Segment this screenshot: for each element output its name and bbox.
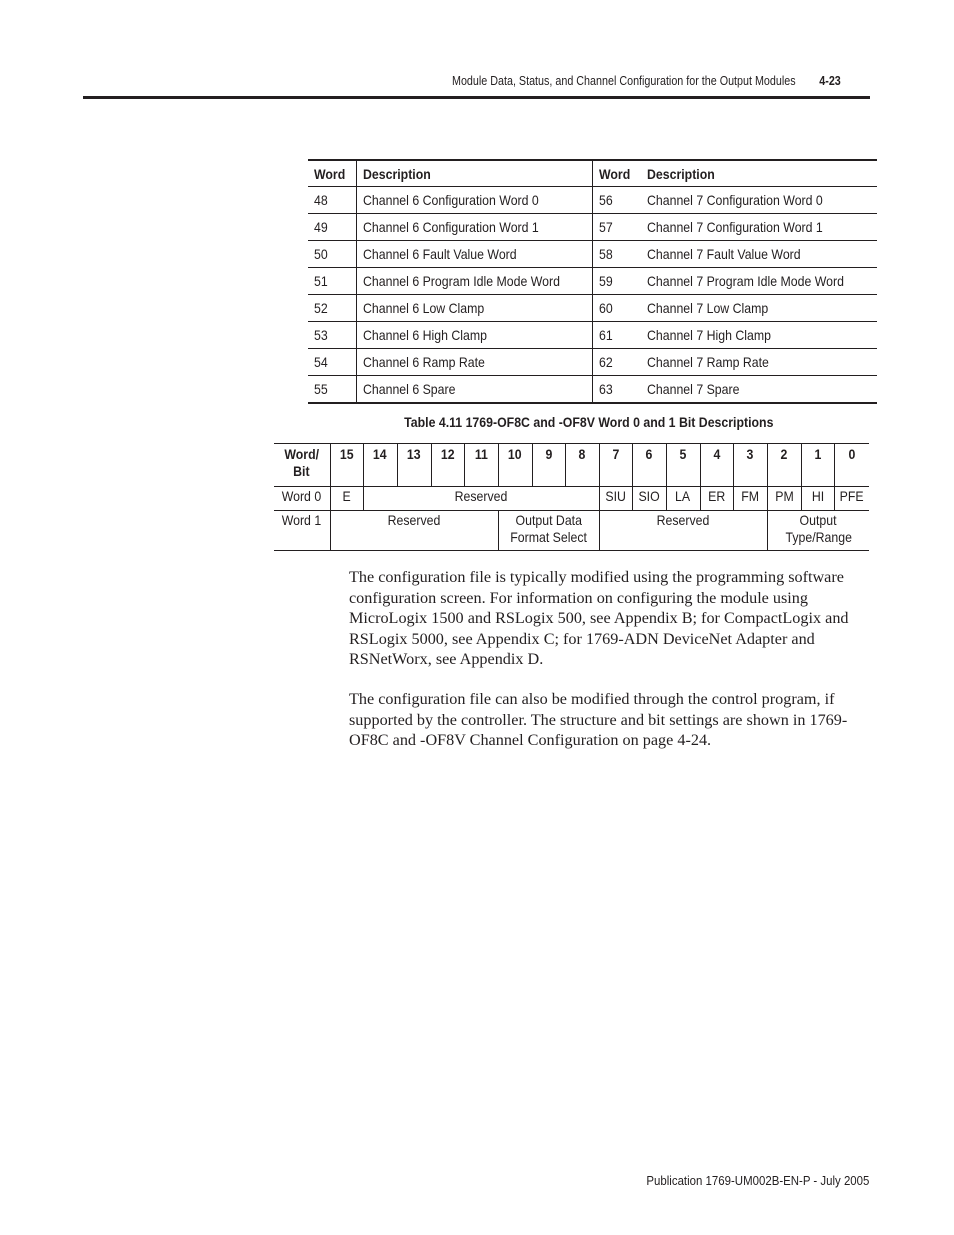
word-description: Channel 7 Configuration Word 1 (641, 214, 877, 241)
bit-header-5: 5 (666, 444, 700, 487)
word-number: 49 (308, 214, 356, 241)
table-row (308, 349, 877, 376)
word-description: Channel 7 Configuration Word 0 (641, 187, 877, 214)
word1-label: Word 1 (274, 511, 330, 551)
reserved-field: Reserved (599, 511, 767, 551)
la-bit: LA (666, 487, 700, 511)
bit-header-9: 9 (532, 444, 565, 487)
hi-bit: HI (801, 487, 834, 511)
table-row (308, 214, 877, 241)
word-number: 61 (593, 322, 641, 349)
section-title: Module Data, Status, and Channel Configuration for the Output Modules (452, 74, 796, 88)
bit-header-1: 1 (801, 444, 834, 487)
table-row (308, 241, 877, 268)
word-number: 48 (308, 187, 356, 214)
table-row (308, 322, 877, 349)
bit-description-table (274, 443, 869, 551)
word-description: Channel 7 Low Clamp (641, 295, 877, 322)
fm-bit: FM (733, 487, 767, 511)
word-number: 53 (308, 322, 356, 349)
bit-header-7: 7 (599, 444, 632, 487)
bit-header-row (274, 444, 869, 487)
column-header-description: Description (641, 160, 877, 187)
bit-header-2: 2 (767, 444, 801, 487)
header-rule (83, 96, 870, 99)
reserved-field: Reserved (363, 487, 599, 511)
column-header-description: Description (356, 160, 593, 187)
word0-row (274, 487, 869, 511)
word-number: 50 (308, 241, 356, 268)
word-description: Channel 6 Ramp Rate (356, 349, 593, 376)
word-number: 54 (308, 349, 356, 376)
pm-bit: PM (767, 487, 801, 511)
word-description: Channel 6 High Clamp (356, 322, 593, 349)
word-description: Channel 7 High Clamp (641, 322, 877, 349)
bit-header-8: 8 (565, 444, 599, 487)
table-row (308, 376, 877, 404)
word-description: Channel 6 Configuration Word 1 (356, 214, 593, 241)
table-header-row (308, 160, 877, 187)
running-header (452, 74, 841, 88)
bit-header-11: 11 (464, 444, 498, 487)
output-type-range: Output Type/Range (767, 511, 869, 551)
word-number: 55 (308, 376, 356, 404)
word0-label: Word 0 (274, 487, 330, 511)
enable-bit: E (330, 487, 363, 511)
word-description: Channel 7 Spare (641, 376, 877, 404)
bit-header-3: 3 (733, 444, 767, 487)
bit-header-10: 10 (498, 444, 532, 487)
word-number: 62 (593, 349, 641, 376)
body-paragraph: The configuration file can also be modified through the control program, if supported by the controller. The structure and bit settings are shown in 1769-OF8C and -OF8V Channel Configuration on page 4-24. (349, 690, 848, 749)
word-description: Channel 6 Fault Value Word (356, 241, 593, 268)
reserved-field: Reserved (330, 511, 498, 551)
word-description: Channel 6 Program Idle Mode Word (356, 268, 593, 295)
bit-header-14: 14 (363, 444, 397, 487)
word-description-table (308, 159, 877, 404)
word-number: 63 (593, 376, 641, 404)
bit-header-0: 0 (834, 444, 869, 487)
word-description: Channel 6 Spare (356, 376, 593, 404)
sio-bit: SIO (632, 487, 666, 511)
word-number: 60 (593, 295, 641, 322)
er-bit: ER (700, 487, 733, 511)
bit-header-12: 12 (431, 444, 464, 487)
word-number: 59 (593, 268, 641, 295)
publication-footer: Publication 1769-UM002B-EN-P - July 2005 (646, 1173, 869, 1188)
output-data-format-select: Output Data Format Select (498, 511, 599, 551)
bit-header-6: 6 (632, 444, 666, 487)
table-row (308, 187, 877, 214)
word-bit-header: Word/ Bit (274, 444, 330, 487)
table-caption: Table 4.11 1769-OF8C and -OF8V Word 0 and 1 Bit Descriptions (403, 414, 774, 430)
page-number: 4-23 (819, 74, 841, 88)
column-header-word: Word (593, 160, 641, 187)
word-number: 51 (308, 268, 356, 295)
column-header-word: Word (308, 160, 356, 187)
word-description: Channel 7 Program Idle Mode Word (641, 268, 877, 295)
word-number: 56 (593, 187, 641, 214)
word-number: 57 (593, 214, 641, 241)
word-number: 52 (308, 295, 356, 322)
bit-header-4: 4 (700, 444, 733, 487)
siu-bit: SIU (599, 487, 632, 511)
bit-header-15: 15 (330, 444, 363, 487)
table-row (308, 268, 877, 295)
body-paragraph: The configuration file is typically modified using the programming software configuration screen. For information on configuring the module using MicroLogix 1500 and RSLogix 500, see Appendix B; for CompactLogix and RSLogix 5000, see Appendix C; for 1769-ADN DeviceNet Adapter and RSNetWorx, see Appendix D. (349, 568, 849, 668)
word-description: Channel 7 Fault Value Word (641, 241, 877, 268)
word-number: 58 (593, 241, 641, 268)
pfe-bit: PFE (834, 487, 869, 511)
word1-row (274, 511, 869, 551)
word-description: Channel 6 Low Clamp (356, 295, 593, 322)
table-row (308, 295, 877, 322)
bit-header-13: 13 (397, 444, 431, 487)
word-description: Channel 6 Configuration Word 0 (356, 187, 593, 214)
word-description: Channel 7 Ramp Rate (641, 349, 877, 376)
